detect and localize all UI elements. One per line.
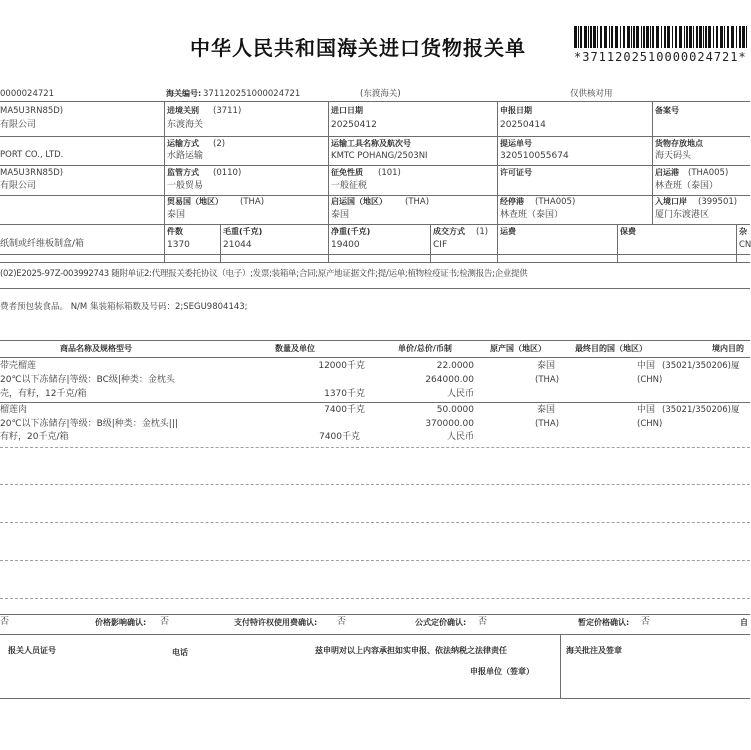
trade-country: 泰国: [167, 210, 186, 220]
storage: 海天码头: [655, 151, 692, 161]
declare-date: 20250414: [500, 120, 546, 130]
goods-origin: 泰国: [537, 405, 556, 415]
transport-mode-label: 运输方式: [167, 139, 199, 148]
col-name-spec: 商品名称及规格型号: [60, 344, 132, 353]
goods-origin-code: (THA): [535, 375, 560, 385]
royalty-confirm-label: 支付特许权使用费确认:: [234, 618, 318, 627]
bl-no: 320510055674: [500, 151, 569, 161]
consumer-name: 有限公司: [0, 181, 37, 191]
preentry-no: 0000024721: [0, 89, 55, 99]
record-no-label: 备案号: [655, 106, 679, 115]
transport-mode-code: (2): [213, 139, 226, 149]
internal-use: 仅供核对用: [570, 89, 613, 99]
goods-origin-code: (THA): [535, 419, 560, 429]
bl-label: 提运单号: [500, 139, 532, 148]
import-date: 20250412: [331, 120, 377, 130]
levy: 一般征税: [331, 181, 368, 191]
overseas-consignor: PORT CO., LTD.: [0, 150, 64, 160]
declarant-id-label: 报关人员证号: [8, 646, 56, 655]
supervision-label: 监管方式: [167, 168, 199, 177]
goods-total-price: 370000.00: [425, 419, 474, 429]
origin-country-label: 启运国（地区）: [331, 197, 387, 206]
net-weight: 19400: [331, 240, 360, 250]
supervision: 一般贸易: [167, 181, 204, 191]
goods-currency: 人民币: [446, 432, 474, 442]
departure-port: 林查班（泰国）: [655, 181, 719, 191]
entry-customs: 东渡海关: [167, 120, 204, 130]
col-domestic: 境内目的: [712, 344, 744, 353]
formula-confirm-value: 否: [478, 617, 488, 627]
terms-label: 成交方式: [433, 227, 465, 236]
goods-dest: 中国: [637, 361, 656, 371]
declaring-unit-label: 申报单位（签章）: [470, 667, 534, 676]
goods-qty: 1370千克: [324, 389, 365, 399]
terms: CIF: [433, 240, 448, 250]
net-weight-label: 净重(千克): [331, 227, 371, 236]
departure-port-code: (THA005): [688, 168, 729, 178]
customs-name: (东渡海关): [360, 89, 401, 99]
self-report-label: 自: [740, 618, 748, 627]
goods-domestic: (35021/350206)厦: [662, 405, 740, 415]
entry-port: 厦门东渡港区: [655, 210, 710, 220]
goods-name: 榴莲肉: [0, 405, 28, 415]
special-relation-value: 否: [0, 617, 10, 627]
goods-currency: 人民币: [446, 389, 474, 399]
provisional-confirm-label: 暂定价格确认:: [578, 618, 630, 627]
trade-country-code: (THA): [240, 197, 265, 207]
entry-port-label: 入境口岸: [655, 197, 687, 206]
declare-date-label: 申报日期: [500, 106, 532, 115]
col-origin: 原产国（地区）: [490, 344, 546, 353]
goods-qty: 7400千克: [319, 432, 360, 442]
entry-customs-label: 进境关别: [167, 106, 199, 115]
gross-weight: 21044: [223, 240, 252, 250]
price-confirm-label: 价格影响确认:: [95, 618, 147, 627]
barcode-graphic: [574, 26, 750, 48]
transport-mode: 水路运输: [167, 151, 204, 161]
goods-unit-price: 22.0000: [436, 361, 474, 371]
pieces-label: 件数: [167, 227, 183, 236]
remarks: 费者预包装食品。 N/M 集装箱标箱数及号码：2;SEGU9804143;: [0, 302, 248, 312]
transit-port-code: (THA005): [535, 197, 576, 207]
customs-note-label: 海关批注及签章: [566, 646, 622, 655]
transit-port: 林查班（泰国）: [500, 210, 564, 220]
grid-line: [0, 101, 750, 102]
goods-spec: 有籽，20千克/箱: [0, 432, 69, 442]
levy-label: 征免性质: [331, 168, 363, 177]
goods-qty: 12000千克: [318, 361, 365, 371]
col-price: 单价/总价/币制: [398, 344, 452, 353]
goods-dest: 中国: [637, 405, 656, 415]
package-type: 纸制或纤维板制盒/箱: [0, 239, 85, 249]
entry-customs-code: (3711): [213, 106, 242, 116]
barcode: [574, 26, 750, 48]
goods-total-price: 264000.00: [425, 375, 474, 385]
vessel: KMTC POHANG/2503NI: [331, 151, 428, 161]
departure-port-label: 启运港: [655, 168, 679, 177]
provisional-confirm-value: 否: [641, 617, 651, 627]
origin-country-code: (THA): [405, 197, 430, 207]
goods-spec: 20℃以下冻储存|等级：BC级|种类：金枕头: [0, 375, 175, 385]
goods-dest-code: (CHN): [637, 419, 663, 429]
customs-no-label: 海关编号:: [166, 89, 202, 98]
attached-docs: (02)E2025-97Z-003992743 随附单证2:代理报关委托协议（电子）;发票;装箱单;合同;原产地证据文件;提/运单;植物检疫证书;检测报告;企业提供: [0, 269, 528, 279]
freight-label: 运费: [500, 227, 516, 236]
goods-spec: 20℃以下冻储存|等级：B级|种类：金枕头|||: [0, 419, 178, 429]
goods-origin: 泰国: [537, 361, 556, 371]
price-confirm-value: 否: [160, 617, 170, 627]
misc-label: 杂: [739, 227, 747, 236]
consumer-code: MA5U3RN85D): [0, 168, 64, 178]
col-qty-unit: 数量及单位: [275, 344, 315, 353]
misc-value: CN: [739, 240, 751, 250]
gross-weight-label: 毛重(千克): [223, 227, 263, 236]
formula-confirm-label: 公式定价确认:: [415, 618, 467, 627]
phone-label: 电话: [172, 648, 188, 657]
royalty-confirm-value: 否: [337, 617, 347, 627]
goods-spec: 壳，有籽，12千克/箱: [0, 389, 87, 399]
barcode-text: *3711202510000024721*: [574, 50, 747, 64]
levy-code: (101): [378, 168, 401, 178]
trade-country-label: 贸易国（地区）: [167, 197, 223, 206]
pieces: 1370: [167, 240, 190, 250]
form-title: 中华人民共和国海关进口货物报关单: [190, 36, 526, 60]
origin-country: 泰国: [331, 210, 350, 220]
storage-label: 货物存放地点: [655, 139, 703, 148]
goods-dest-code: (CHN): [637, 375, 663, 385]
import-date-label: 进口日期: [331, 106, 363, 115]
entry-port-code: (399501): [698, 197, 738, 207]
consignee-code: MA5U3RN85D): [0, 106, 64, 116]
customs-no: 371120251000024721: [203, 89, 301, 99]
goods-domestic: (35021/350206)厦: [662, 361, 740, 371]
insurance-label: 保费: [620, 227, 636, 236]
license-label: 许可证号: [500, 168, 532, 177]
col-destination: 最终目的国（地区）: [575, 344, 647, 353]
declaration-statement: 兹申明对以上内容承担如实申报、依法纳税之法律责任: [315, 646, 507, 655]
supervision-code: (0110): [213, 168, 242, 178]
vessel-label: 运输工具名称及航次号: [331, 139, 411, 148]
goods-qty: 7400千克: [324, 405, 365, 415]
transit-port-label: 经停港: [500, 197, 524, 206]
consignee-name: 有限公司: [0, 120, 37, 130]
terms-code: (1): [476, 227, 489, 237]
goods-unit-price: 50.0000: [436, 405, 474, 415]
goods-name: 带壳榴莲: [0, 361, 37, 371]
